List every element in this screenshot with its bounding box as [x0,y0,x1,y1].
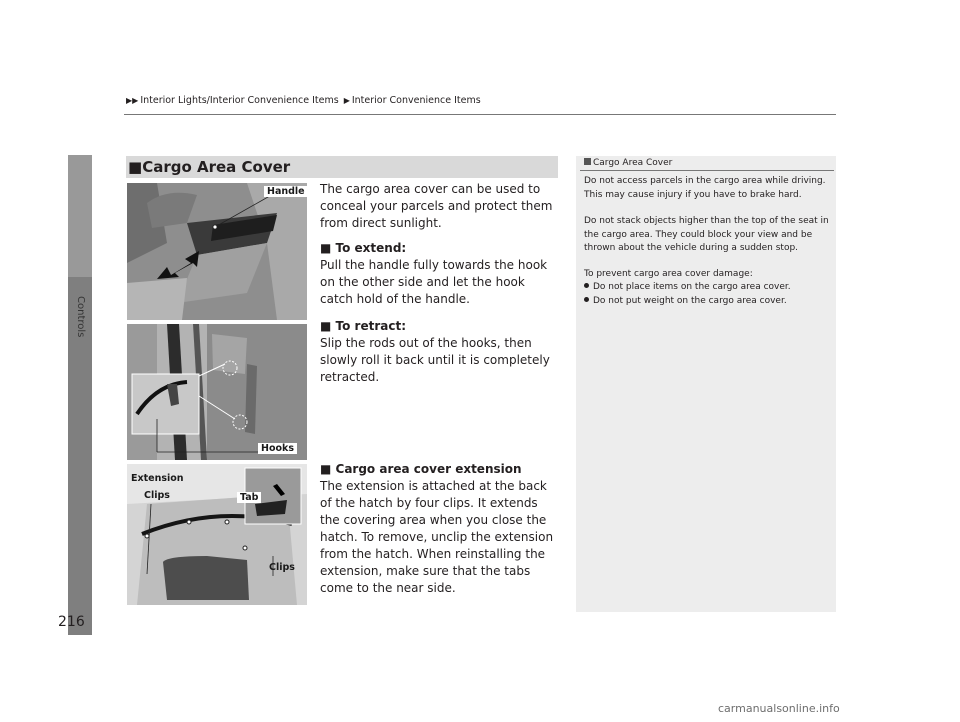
section-title-text: Cargo Area Cover [142,158,291,176]
clips-top-label: Clips [144,490,170,501]
breadcrumb-arrow-icon: ▶ [343,96,350,105]
note-bullet-1 [584,281,832,295]
watermark: carmanualsonline.info [718,702,840,715]
extension-illustration [127,464,307,605]
bullet-icon [584,283,589,288]
extend-heading: ■ To extend: [320,241,407,255]
extension-heading: ■ Cargo area cover extension [320,462,522,476]
extension-label: Extension [131,473,184,484]
sidebar-label: Controls [75,296,86,338]
cargo-interior-illustration [127,183,307,320]
cargo-cover-handle-image [127,183,307,320]
retract-text: Slip the rods out of the hooks, then slowly roll it back until it is completely retracted. [320,336,550,384]
retract-heading-text: To retract: [335,319,406,333]
note-paragraph-1: Do not access parcels in the cargo area while driving. This may cause injury if you have to brake hard. [584,176,826,200]
extend-text: Pull the handle fully towards the hook on the other side and let the hook catch hold of the handle. [320,258,548,306]
note-paragraph-3: To prevent cargo area cover damage: [584,269,753,279]
note-bullet-2 [584,295,832,309]
extension-heading-text: Cargo area cover extension [335,462,522,476]
bullet-icon [584,297,589,302]
hooks-label: Hooks [258,443,297,454]
note-marker-icon [584,158,591,165]
breadcrumb-item-1[interactable]: Interior Lights/Interior Convenience Items [140,95,339,106]
breadcrumb [124,95,481,106]
cargo-cover-hooks-image [127,324,307,460]
extend-heading-text: To extend: [335,241,407,255]
cargo-cover-extension-image [127,464,307,605]
clips-bottom-label: Clips [269,562,295,573]
page-number: 216 [58,614,85,630]
section-marker-icon: ■ [128,158,143,176]
note-bullet-1-text: Do not place items on the cargo area cover. [593,282,791,292]
header-rule [124,114,836,115]
breadcrumb-arrow-icon: ▶▶ [126,96,139,105]
sidebar-tab-highlight [68,155,92,277]
hooks-illustration [127,324,307,460]
handle-label: Handle [264,186,308,197]
note-title-text: Cargo Area Cover [593,158,673,168]
retract-heading: ■ To retract: [320,319,406,333]
note-paragraph-2: Do not stack objects higher than the top of the seat in the cargo area. They could block your view and be thrown about the vehicle during a sudden stop. [584,216,829,253]
note-bullet-2-text: Do not put weight on the cargo area cover. [593,296,787,306]
tab-label: Tab [237,492,261,503]
intro-text: The cargo area cover can be used to conceal your parcels and protect them from direct sunlight. [320,182,553,230]
note-rule [580,170,834,171]
section-title [128,158,290,176]
extension-text: The extension is attached at the back of the hatch by four clips. It extends the covering area when you close the hatch. To remove, unclip the extension from the hatch. When reinstalling the extension, make sure that the tabs come to the near side. [320,479,554,595]
sidebar-tab [68,155,92,635]
breadcrumb-item-2[interactable]: Interior Convenience Items [351,95,481,106]
note-title [584,158,672,168]
